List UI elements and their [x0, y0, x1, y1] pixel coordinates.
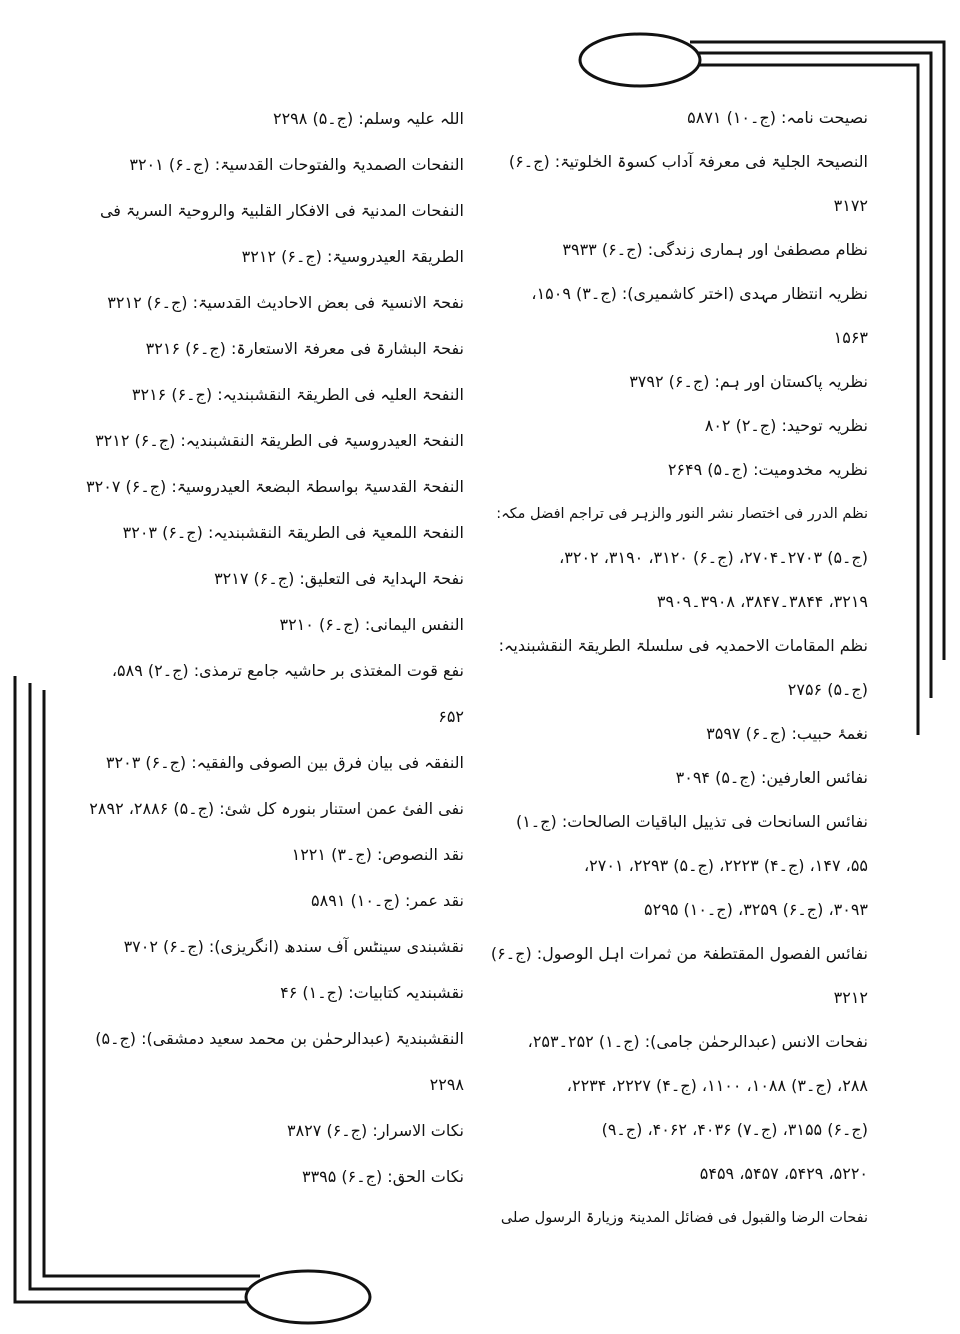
entry-line: نفی الفئ عمن استنار بنورہ کل شئ: (ج۔۵) ۲۸۸۶، ۲۸۹۲: [89, 799, 464, 818]
entry-line: نقشبندیہ کتابیات: (ج۔۱) ۴۶: [280, 983, 464, 1002]
index-entry: [492, 1020, 868, 1196]
entry-line: النفحۃ اللمعیۃ فی الطریقۃ النقشبندیہ: (ج۔۶) ۳۲۰۳: [122, 523, 464, 542]
top-ornament-oval: [580, 34, 700, 86]
index-entry: [72, 280, 464, 326]
index-entry: [72, 510, 464, 556]
entry-line: نقد عمر: (ج۔۱۰) ۵۸۹۱: [311, 891, 464, 910]
index-entry: [72, 1108, 464, 1154]
entry-line: نفحۃ البشارۃ فی معرفۃ الاستعارۃ: (ج۔۶) ۳۲۱۶: [145, 339, 464, 358]
entry-line: نظام مصطفیٰ اور ہماری زندگی: (ج۔۶) ۳۹۳۳: [562, 240, 868, 259]
index-entry: [492, 712, 868, 756]
index-entry: [492, 404, 868, 448]
entry-line: ۳۲۱۹، ۳۸۴۴۔۳۸۴۷، ۳۹۰۸۔۳۹۰۹: [656, 592, 868, 611]
entry-line: ۳۰۹۳، (ج۔۶) ۳۲۵۹، (ج۔۱۰) ۵۲۹۵: [644, 900, 868, 919]
index-entry: [492, 756, 868, 800]
index-entry: [72, 1016, 464, 1108]
entry-line: نظریہ توحید: (ج۔۲) ۸۰۲: [704, 416, 868, 435]
entry-line: نقد النصوص: (ج۔۳) ۱۲۲۱: [291, 845, 464, 864]
entry-line: نفائس الفصول المقتطفۃ من ثمرات اہل الوصول: (ج۔۶): [490, 944, 868, 963]
entry-line: ۵۵، ۱۴۷، (ج۔۴) ۲۲۲۳، (ج۔۵) ۲۲۹۳، ۲۷۰۱،: [583, 856, 868, 875]
entry-line: النفقہ فی بیان فرق بین الصوفی والفقیہ: (ج۔۶) ۳۲۰۳: [105, 753, 464, 772]
entry-line: نفحۃ الانسیۃ فی بعض الاحادیث القدسیۃ: (ج۔۶) ۳۲۱۲: [107, 293, 464, 312]
index-entry: [72, 648, 464, 740]
entry-line: (ج۔۵) ۲۷۵۶: [787, 680, 868, 699]
index-entry: [72, 418, 464, 464]
entry-line: النفس الیمانی: (ج۔۶) ۳۲۱۰: [279, 615, 464, 634]
entry-line: نفع قوت المغتذی بر حاشیہ جامع ترمذی: (ج۔۲) ۵۸۹،: [111, 661, 464, 680]
index-entry: [72, 326, 464, 372]
index-entry: [492, 228, 868, 272]
index-entry: [492, 360, 868, 404]
entry-line: النفحات الصمدیۃ والفتوحات القدسیۃ: (ج۔۶) ۳۲۰۱: [129, 155, 464, 174]
index-entry: [72, 464, 464, 510]
entry-line: النفحات المدنیۃ فی الافکار القلبیۃ والروحیۃ السریۃ فی: [99, 201, 464, 220]
index-entry: [72, 740, 464, 786]
entry-line: ۳۱۷۲: [833, 196, 868, 215]
entry-line: نظریہ انتظار مہدی (اختر کاشمیری): (ج۔۳) ۱۵۰۹،: [531, 284, 868, 303]
entry-line: ۲۲۹۸: [429, 1075, 464, 1094]
index-entry: [72, 556, 464, 602]
index-entry: [72, 786, 464, 832]
right-column: [492, 96, 868, 1240]
index-entry: [72, 96, 464, 142]
index-entry: [72, 602, 464, 648]
entry-line: الطریقۃ العیدروسیۃ: (ج۔۶) ۳۲۱۲: [241, 247, 464, 266]
index-entry: [72, 832, 464, 878]
entry-line: النفحۃ القدسیۃ بواسطۃ البضعۃ العیدروسیۃ: (ج۔۶) ۳۲۰۷: [86, 477, 464, 496]
entry-line: نکات الحق: (ج۔۶) ۳۳۹۵: [301, 1167, 464, 1186]
entry-line: نکات الاسرار: (ج۔۶) ۳۸۲۷: [286, 1121, 464, 1140]
entry-line: نظم المقامات الاحمدیہ فی سلسلۃ الطریقۃ النقشبندیہ:: [498, 636, 868, 655]
index-entry: [492, 800, 868, 932]
index-entry: [492, 624, 868, 712]
index-entry: [72, 188, 464, 280]
index-entry: [492, 96, 868, 140]
index-entry: [492, 932, 868, 1020]
entry-line: النفحۃ العیدروسیۃ فی الطریقۃ النقشبندیہ: (ج۔۶) ۳۲۱۲: [95, 431, 464, 450]
index-entry: [72, 1154, 464, 1200]
entry-line: نظم الدرر فی اختصار نشر النور والزہر فی تراجم افضل مکہ:: [496, 506, 868, 522]
entry-line: نفائس السانحات فی تذییل الباقیات الصالحات: (ج۔۱): [515, 812, 868, 831]
entry-line: نظریہ پاکستان اور ہم: (ج۔۶) ۳۷۹۲: [629, 372, 868, 391]
left-column: [72, 96, 464, 1200]
entry-line: نفحۃ الہدایۃ فی التعلیق: (ج۔۶) ۳۲۱۷: [214, 569, 464, 588]
entry-line: (ج۔۶) ۳۱۵۵، (ج۔۷) ۴۰۳۶، ۴۰۶۲، (ج۔۹): [601, 1120, 868, 1139]
index-entry: [492, 140, 868, 228]
index-entry: [492, 448, 868, 492]
entry-line: ۶۵۲: [438, 707, 464, 726]
index-entry: [492, 1196, 868, 1240]
entry-line: نظریہ مخدومیت: (ج۔۵) ۲۶۴۹: [667, 460, 868, 479]
entry-line: نقشبندی سینٹس آف سندھ (انگریزی): (ج۔۶) ۳۷۰۲: [123, 937, 464, 956]
entry-line: ۵۲۲۰، ۵۴۲۹، ۵۴۵۷، ۵۴۵۹: [699, 1164, 868, 1183]
entry-line: (ج۔۵) ۲۷۰۳۔۲۷۰۴، (ج۔۶) ۳۱۲۰، ۳۱۹۰، ۳۲۰۲،: [559, 548, 868, 567]
entry-line: نفحات الرضا والقبول فی فضائل المدینۃ وزیارۃ الرسول صلی: [500, 1210, 868, 1226]
index-entry: [72, 970, 464, 1016]
index-entry: [72, 372, 464, 418]
index-entry: [72, 878, 464, 924]
index-entry: [72, 142, 464, 188]
entry-line: ۱۵۶۳: [833, 328, 868, 347]
entry-line: النصیحۃ الجلیۃ فی معرفۃ آداب کسوۃ الخلوتیۃ: (ج۔۶): [508, 152, 868, 171]
entry-line: ۳۲۱۲: [833, 988, 868, 1007]
entry-line: النقشبندیۃ (عبدالرحمٰن بن محمد سعید دمشقی): (ج۔۵): [95, 1029, 464, 1048]
entry-line: النفحۃ العلیہ فی الطریقۃ النقشبندیہ: (ج۔۶) ۳۲۱۶: [131, 385, 464, 404]
bottom-ornament-oval: [246, 1271, 370, 1323]
entry-line: نغمۂ حبیب: (ج۔۶) ۳۵۹۷: [706, 724, 868, 743]
entry-line: نفحات الانس (عبدالرحمٰن جامی): (ج۔۱) ۲۵۲۔۲۵۳،: [527, 1032, 868, 1051]
index-entry: [72, 924, 464, 970]
entry-line: اللہ علیہ وسلم: (ج۔۵) ۲۲۹۸: [272, 109, 464, 128]
index-entry: [492, 272, 868, 360]
entry-line: ۲۸۸، (ج۔۳) ۱۰۸۸، ۱۱۰۰، (ج۔۴) ۲۲۲۷، ۲۲۳۴،: [566, 1076, 868, 1095]
index-entry: [492, 492, 868, 624]
entry-line: نصیحت نامہ: (ج۔۱۰) ۵۸۷۱: [687, 108, 868, 127]
entry-line: نفائس العارفین: (ج۔۵) ۳۰۹۴: [675, 768, 868, 787]
